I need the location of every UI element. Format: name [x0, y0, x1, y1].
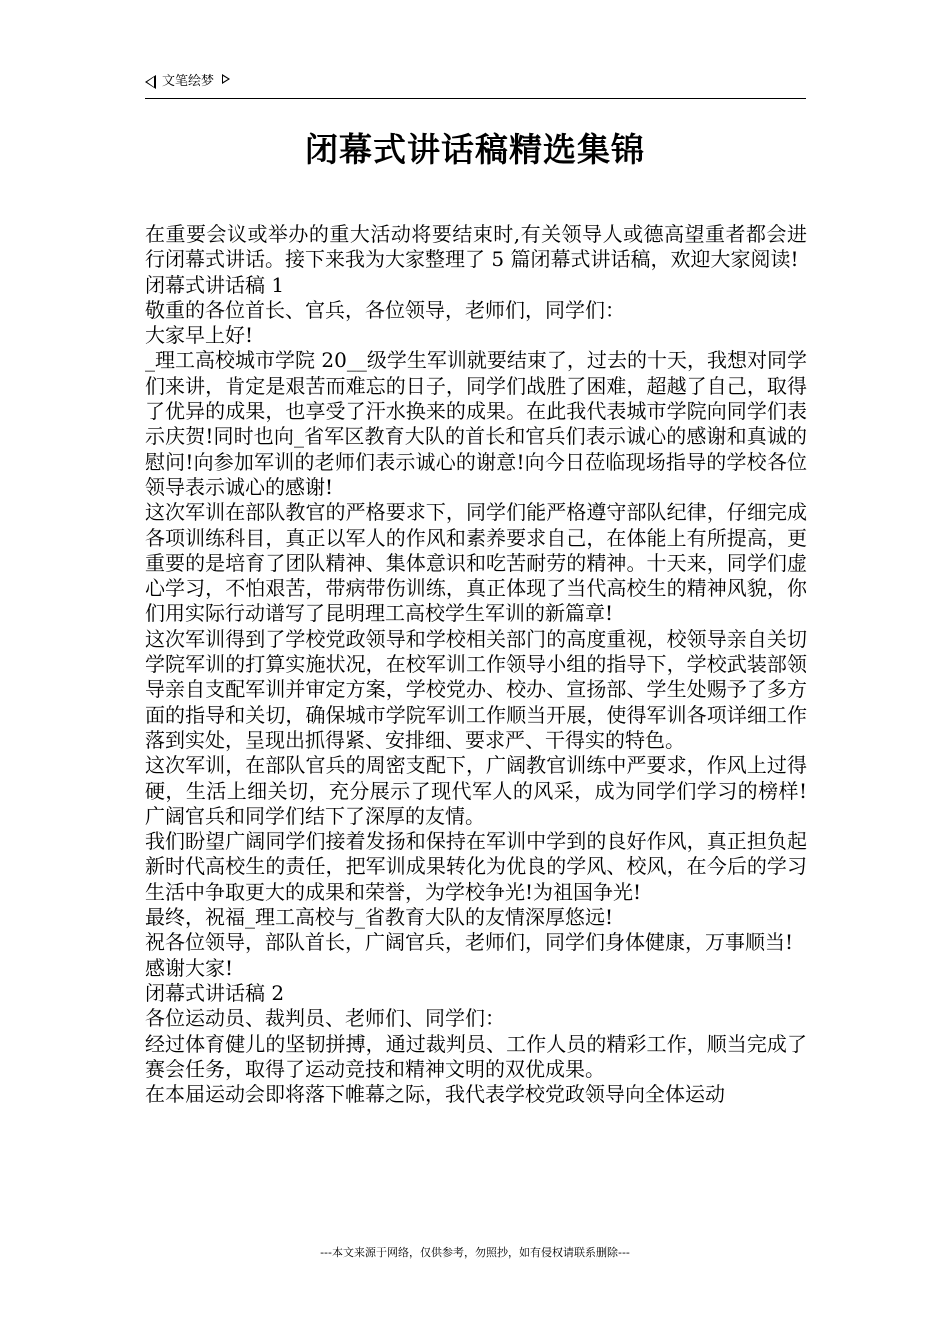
triangle-left-outline-icon	[145, 75, 156, 89]
paragraph: 我们盼望广阔同学们接着发扬和保持在军训中学到的良好作风，真正担负起新时代高校生的责任，把军训成果转化为优良的学风、校风，在今后的学习生活中争取更大的成果和荣誉，为学校争光!为祖国争光!	[145, 829, 807, 904]
salutation: 敬重的各位首长、官兵，各位领导，老师们，同学们：	[145, 297, 625, 322]
paragraph: 在本届运动会即将落下帷幕之际，我代表学校党政领导向全体运动	[145, 1082, 725, 1107]
paragraph: 经过体育健儿的坚韧拼搏，通过裁判员、工作人员的精彩工作，顺当完成了赛会任务，取得了运动竞技和精神文明的双优成果。	[145, 1031, 807, 1081]
triangle-right-outline-icon	[222, 74, 230, 84]
paragraph: 在重要会议或举办的重大活动将要结束时,有关领导人或德高望重者都会进行闭幕式讲话。接下来我为大家整理了 5 篇闭幕式讲话稿，欢迎大家阅读!	[145, 222, 807, 272]
page-header	[145, 70, 806, 99]
document-body	[145, 222, 807, 1234]
salutation: 各位运动员、裁判员、老师们、同学们：	[145, 1006, 505, 1031]
section-heading: 闭幕式讲话稿 2	[145, 980, 285, 1005]
brand-name: 文笔绘梦	[162, 74, 215, 89]
section-heading: 闭幕式讲话稿 1	[145, 272, 285, 297]
paragraph: 感谢大家!	[145, 955, 234, 980]
brand	[145, 74, 230, 90]
greeting: 大家早上好!	[145, 323, 254, 348]
source-disclaimer: ---本文来源于网络，仅供参考，勿照抄，如有侵权请联系删除---	[320, 1246, 630, 1259]
paragraph: 最终，祝福_理工高校与_省教育大队的友情深厚悠远!	[145, 905, 614, 930]
paragraph: 祝各位领导，部队首长，广阔官兵，老师们，同学们身体健康，万事顺当!	[145, 930, 794, 955]
paragraph: 这次军训，在部队官兵的周密支配下，广阔教官训练中严要求，作风上过得硬，生活上细关切，充分展示了现代军人的风采，成为同学们学习的榜样!广阔官兵和同学们结下了深厚的友情。	[145, 753, 807, 828]
paragraph: _理工高校城市学院 20__级学生军训就要结束了，过去的十天，我想对同学们来讲，肯定是艰苦而难忘的日子，同学们战胜了困难，超越了自己，取得了优异的成果，也享受了汗水换来的成果。在此我代表城市学院向同学们表示庆贺!同时也向_省军区教育大队的首长和官兵们表示诚心的感谢和真诚的慰问!向参加军训的老师们表示诚心的谢意!向今日莅临现场指导的学校各位领导表示诚心的感谢!	[145, 348, 807, 499]
document-title: 闭幕式讲话稿精选集锦	[305, 130, 645, 169]
paragraph: 这次军训在部队教官的严格要求下，同学们能严格遵守部队纪律，仔细完成各项训练科目，真正以军人的作风和素养要求自己，在体能上有所提高，更重要的是培育了团队精神、集体意识和吃苦耐劳的精神。十天来，同学们虚心学习，不怕艰苦，带病带伤训练，真正体现了当代高校生的精神风貌，你们用实际行动谱写了昆明理工高校学生军训的新篇章!	[145, 500, 807, 626]
paragraph: 这次军训得到了学校党政领导和学校相关部门的高度重视，校领导亲自关切学院军训的打算实施状况，在校军训工作领导小组的指导下，学校武装部领导亲自支配军训并审定方案，学校党办、校办、宣扬部、学生处赐予了多方面的指导和关切，确保城市学院军训工作顺当开展，使得军训各项详细工作落到实处，呈现出抓得紧、安排细、要求严、干得实的特色。	[145, 626, 807, 752]
